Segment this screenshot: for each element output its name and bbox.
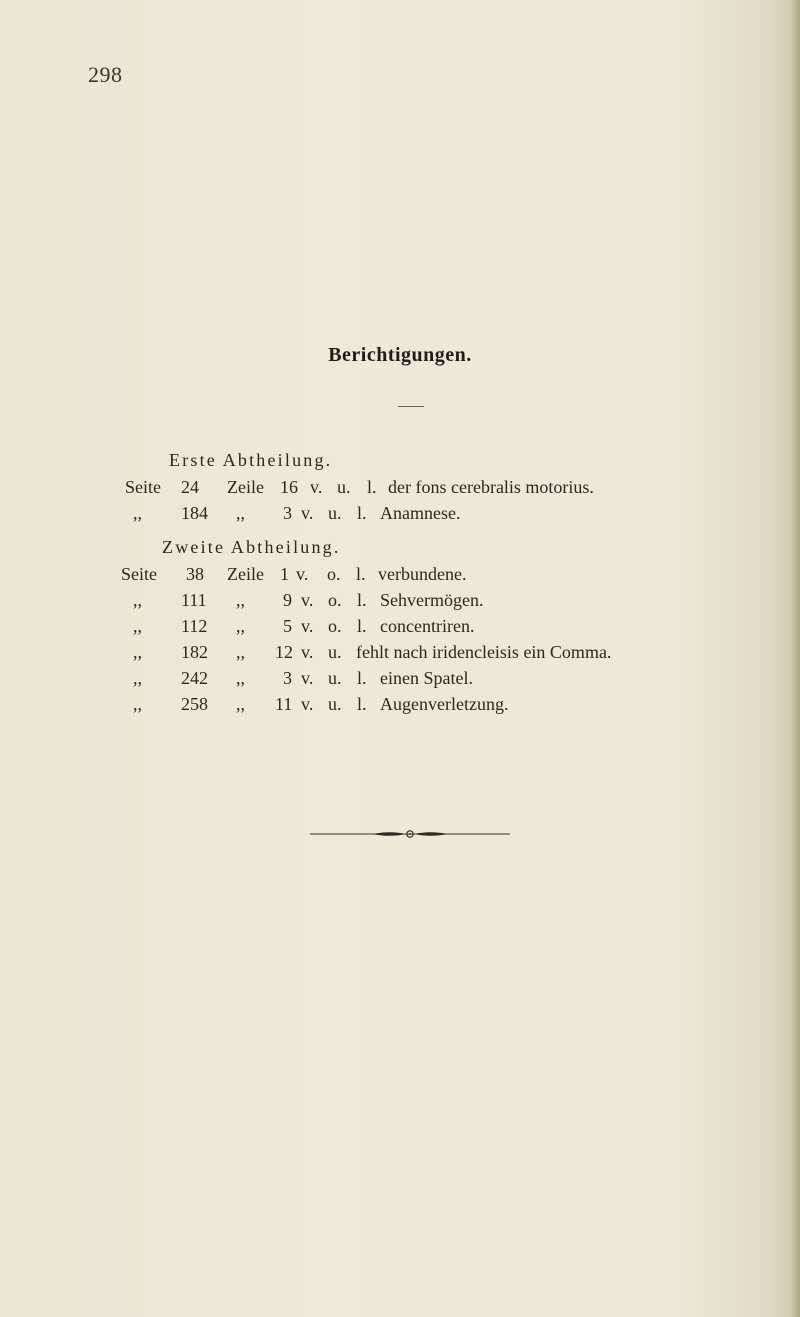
v-abbrev: v. xyxy=(301,616,314,636)
line-ref: 5 xyxy=(283,616,292,636)
ditto-mark: ,, xyxy=(236,694,245,714)
l-abbrev: l. xyxy=(357,616,367,636)
erratum-line xyxy=(0,477,800,501)
ditto-mark: ,, xyxy=(133,668,142,688)
page-number: 298 xyxy=(88,62,123,87)
erratum-line xyxy=(0,642,800,666)
position-abbrev: u. xyxy=(328,668,342,688)
line-ref: 3 xyxy=(283,503,292,523)
l-abbrev: l. xyxy=(367,477,377,497)
ditto-mark: ,, xyxy=(133,503,142,523)
l-abbrev: l. xyxy=(356,564,366,584)
zeile-label: Zeile xyxy=(227,564,264,584)
l-abbrev: l. xyxy=(357,694,367,714)
page-ref: 24 xyxy=(181,477,199,497)
erratum-line xyxy=(0,668,800,692)
line-ref: 1 xyxy=(280,564,289,584)
ditto-mark: ,, xyxy=(133,590,142,610)
ditto-mark: ,, xyxy=(133,616,142,636)
v-abbrev: v. xyxy=(296,564,309,584)
page-ref: 258 xyxy=(181,694,208,714)
correction-text: fehlt nach iridencleisis ein Comma. xyxy=(356,642,612,662)
zeile-label: Zeile xyxy=(227,477,264,497)
page-heading: Berichtigungen. xyxy=(328,344,472,366)
v-abbrev: v. xyxy=(301,668,314,688)
erratum-line xyxy=(0,694,800,718)
page-ref: 242 xyxy=(181,668,208,688)
page-ref: 111 xyxy=(181,590,207,610)
section-title-erste: Erste Abtheilung. xyxy=(169,450,333,470)
page-ref: 182 xyxy=(181,642,208,662)
correction-text: Augenverletzung. xyxy=(380,694,509,714)
ditto-mark: ,, xyxy=(133,694,142,714)
correction-text: Anamnese. xyxy=(380,503,461,523)
position-abbrev: u. xyxy=(328,642,342,662)
line-ref: 16 xyxy=(280,477,298,497)
correction-text: der fons cerebralis motorius. xyxy=(388,477,594,497)
v-abbrev: v. xyxy=(301,694,314,714)
ditto-mark: ,, xyxy=(236,590,245,610)
position-abbrev: u. xyxy=(328,694,342,714)
ditto-mark: ,, xyxy=(133,642,142,662)
v-abbrev: v. xyxy=(301,642,314,662)
heading-rule xyxy=(398,406,424,407)
ditto-mark: ,, xyxy=(236,668,245,688)
seite-label: Seite xyxy=(125,477,161,497)
l-abbrev: l. xyxy=(357,503,367,523)
v-abbrev: v. xyxy=(301,590,314,610)
page-ref: 112 xyxy=(181,616,208,636)
erratum-line xyxy=(0,616,800,640)
position-abbrev: o. xyxy=(327,564,341,584)
correction-text: einen Spatel. xyxy=(380,668,473,688)
line-ref: 11 xyxy=(275,694,293,714)
correction-text: Sehvermögen. xyxy=(380,590,484,610)
l-abbrev: l. xyxy=(357,590,367,610)
correction-text: concentriren. xyxy=(380,616,475,636)
ditto-mark: ,, xyxy=(236,616,245,636)
l-abbrev: l. xyxy=(357,668,367,688)
correction-text: verbundene. xyxy=(378,564,467,584)
ditto-mark: ,, xyxy=(236,503,245,523)
position-abbrev: o. xyxy=(328,590,342,610)
page-ref: 38 xyxy=(186,564,204,584)
page-ref: 184 xyxy=(181,503,208,523)
v-abbrev: v. xyxy=(310,477,323,497)
ornamental-divider-icon xyxy=(310,829,510,839)
v-abbrev: v. xyxy=(301,503,314,523)
erratum-line xyxy=(0,503,800,527)
position-abbrev: u. xyxy=(328,503,342,523)
line-ref: 3 xyxy=(283,668,292,688)
line-ref: 12 xyxy=(275,642,293,662)
ditto-mark: ,, xyxy=(236,642,245,662)
erratum-line xyxy=(0,590,800,614)
position-abbrev: u. xyxy=(337,477,351,497)
seite-label: Seite xyxy=(121,564,157,584)
section-title-zweite: Zweite Abtheilung. xyxy=(162,537,341,557)
position-abbrev: o. xyxy=(328,616,342,636)
erratum-line xyxy=(0,564,800,588)
line-ref: 9 xyxy=(283,590,292,610)
